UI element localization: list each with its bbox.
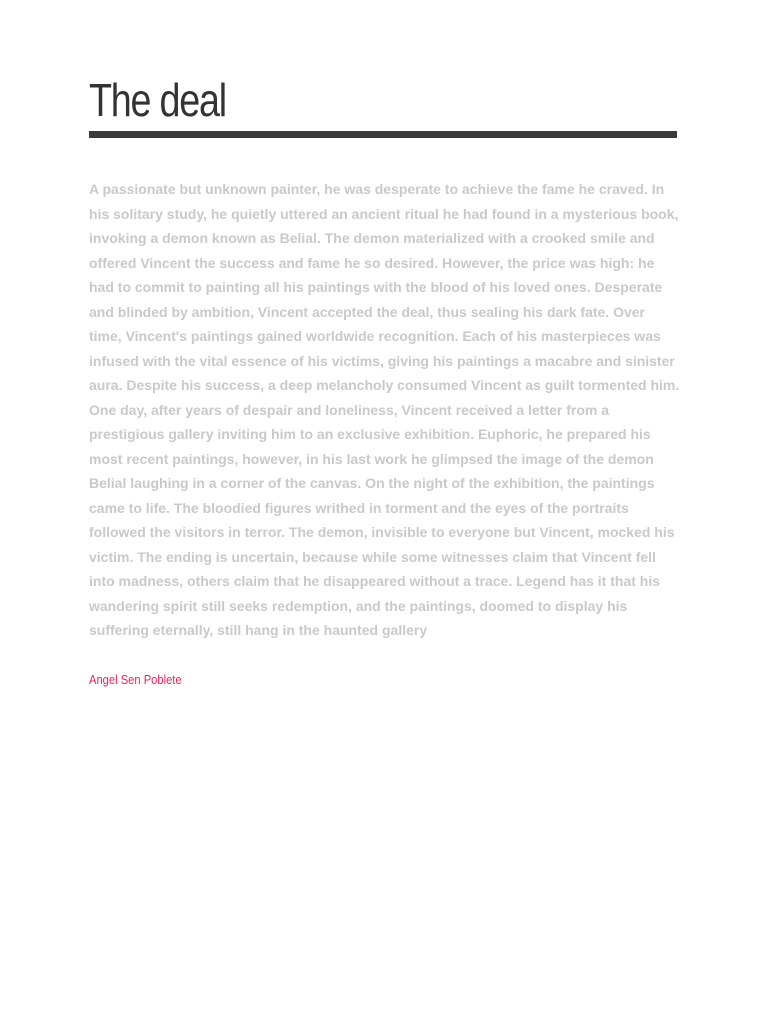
page-title: The deal — [89, 74, 226, 126]
author-name: Angel Sen Poblete — [89, 672, 182, 687]
story-body: A passionate but unknown painter, he was desperate to achieve the fame he craved. In his solitary study, he quietly uttered an ancient ritual he had found in a mysterious book, invoking a demon known as Belial. The demon materialized with a crooked smile and offered Vincent the success and fame he so desired. However, the price was high: he had to commit to painting all his paintings with the blood of his loved ones. Desperate and blinded by ambition, Vincent accepted the deal, thus sealing his dark fate. Over time, Vincent's paintings gained worldwide recognition. Each of his masterpieces was infused with the vital essence of his victims, giving his paintings a macabre and sinister aura. Despite his success, a deep melancholy consumed Vincent as guilt tormented him. One day, after years of despair and loneliness, Vincent received a letter from a prestigious gallery inviting him to an exclusive exhibition. Euphoric, he prepared his most recent paintings, however, in his last work he glimpsed the image of the demon Belial laughing in a corner of the canvas. On the night of the exhibition, the paintings came to life. The bloodied figures writhed in torment and the eyes of the portraits followed the visitors in terror. The demon, invisible to everyone but Vincent, mocked his victim. The ending is uncertain, because while some witnesses claim that Vincent fell into madness, others claim that he disappeared without a trace. Legend has it that his wandering spirit still seeks redemption, and the paintings, doomed to display his suffering eternally, still hang in the haunted gallery — [89, 181, 680, 638]
title-divider — [89, 131, 677, 138]
